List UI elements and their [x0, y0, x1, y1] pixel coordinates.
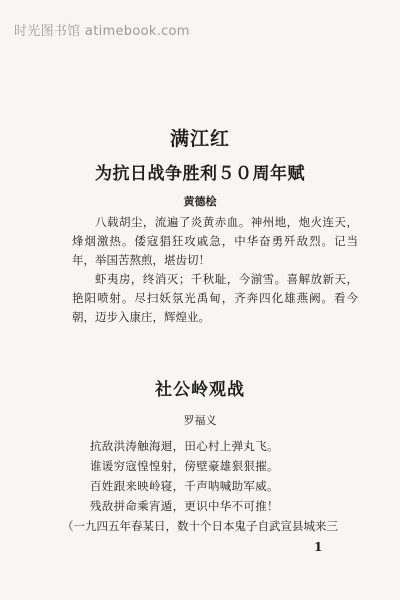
poem1-stanza-1: 八载胡尘，流遍了炎黄赤血。神州地，炮火连天，烽烟激热。倭寇猖狂攻戚急，中华奋勇歼敌烈。记当年，举国苦熬煎，堪齿切！ — [72, 215, 358, 267]
poem2-author: 罗福义 — [183, 414, 217, 427]
poem2-line: 百姓跟来映岭寝，千声呐喊助军威。 — [90, 479, 279, 493]
poem2-body — [90, 436, 360, 516]
poem2-title: 社公岭观战 — [155, 380, 245, 400]
poem2-line: 谁谖穷寇惶惶射，傍壁豪雄狠狠摧。 — [90, 459, 279, 473]
watermark: 时光图书馆 atimebook.com — [14, 24, 190, 39]
poem1-author: 黄德桧 — [183, 195, 217, 208]
poem1-stanza-2: 虾夷房，终消灭；千秋耻，今湔雪。喜解放新天，艳阳喷射。尽扫妖氛光禹甸，齐奔四化雄燕阙。看今朝，迈步入康庄，辉煌业。 — [72, 272, 358, 324]
poem1-title: 满江红 — [169, 128, 230, 150]
poem1-body — [72, 213, 358, 327]
poem2-line: 残敌拼命乘宵遁，更识中华不可推！ — [90, 499, 279, 513]
poem1-subtitle: 为抗日战争胜利５０周年赋 — [95, 164, 305, 184]
poem2-line: 抗敌洪涛触海迴，田心村上弹丸飞。 — [90, 439, 279, 453]
page-number: 1 — [314, 540, 323, 554]
poem2-note: （一九四五年春某日，数十个日本鬼子自武宣县城来三 — [62, 519, 338, 533]
